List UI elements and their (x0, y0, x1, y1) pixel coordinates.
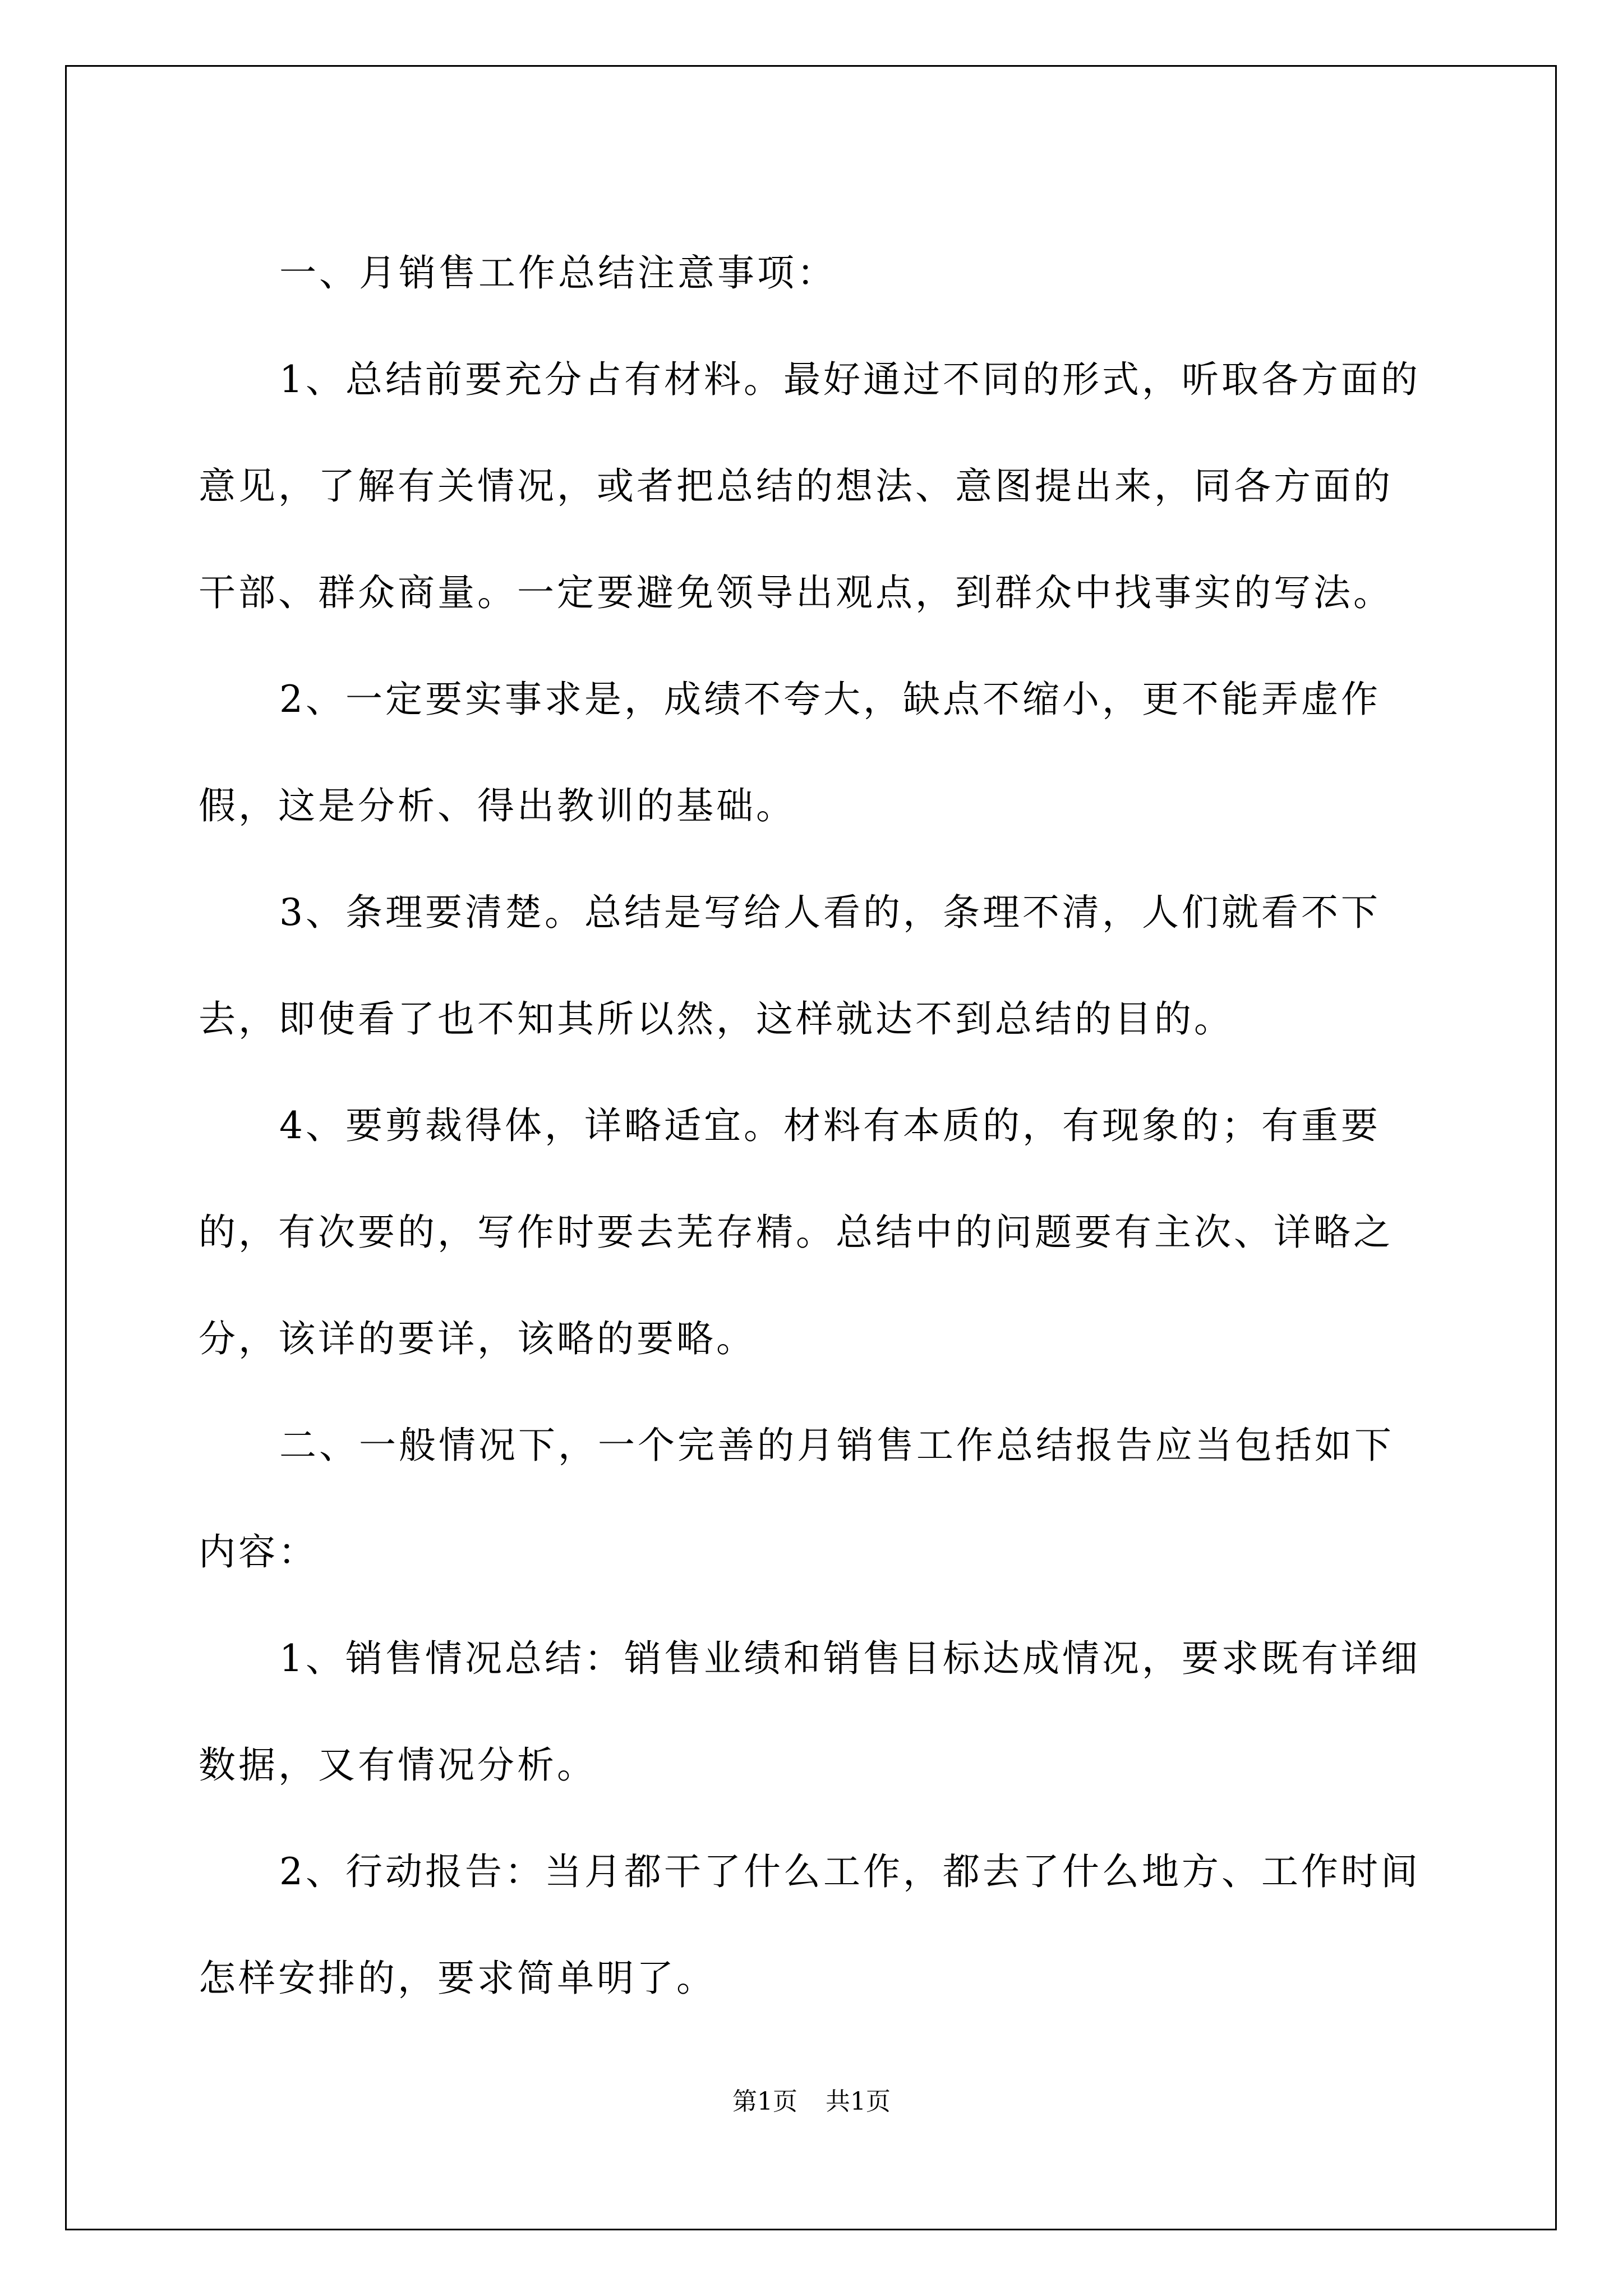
paragraph: 1、销售情况总结：销售业绩和销售目标达成情况，要求既有详细数据，又有情况分析。 (199, 1637, 1421, 1787)
paragraph: 2、一定要实事求是，成绩不夸大，缺点不缩小，更不能弄虚作假，这是分析、得出教训的基础。 (199, 678, 1381, 827)
paragraph: 4、要剪裁得体，详略适宜。材料有本质的，有现象的；有重要的，有次要的，写作时要去芜存精。总结中的问题要有主次、详略之分，该详的要详，该略的要略。 (199, 1104, 1393, 1360)
section-heading-1: 一、月销售工作总结注意事项： (279, 251, 837, 295)
paragraph: 1、总结前要充分占有材料。最好通过不同的形式，听取各方面的意见，了解有关情况，或者把总结的想法、意图提出来，同各方面的干部、群众商量。一定要避免领导出观点，到群众中找事实的写法。 (199, 358, 1421, 614)
paragraph: 2、行动报告：当月都干了什么工作，都去了什么地方、工作时间怎样安排的，要求简单明了。 (199, 1850, 1421, 2000)
document-body (199, 220, 1432, 2032)
page-footer (0, 2081, 1623, 2117)
page-number: 第1页 (732, 2087, 797, 2116)
paragraph: 3、条理要清楚。总结是写给人看的，条理不清，人们就看不下去，即使看了也不知其所以然，这样就达不到总结的目的。 (199, 891, 1381, 1041)
section-heading-2: 二、一般情况下，一个完善的月销售工作总结报告应当包括如下内容： (199, 1424, 1394, 1573)
page-total: 共1页 (826, 2087, 891, 2116)
